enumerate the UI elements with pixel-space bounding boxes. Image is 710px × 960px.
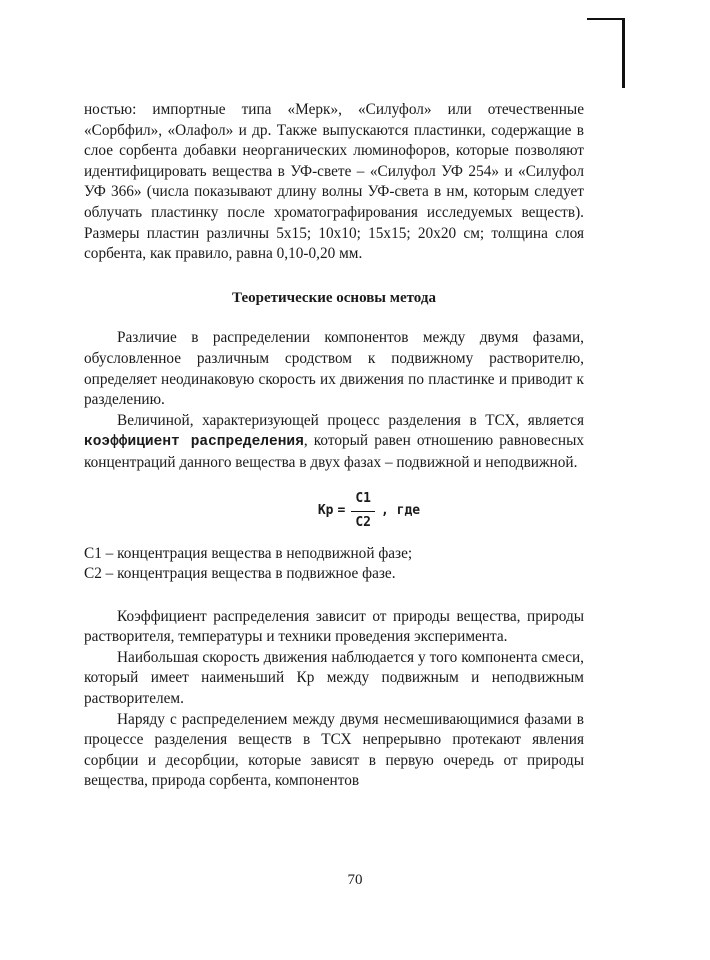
paragraph-coefficient: [84, 411, 584, 474]
formula-suffix: , где: [381, 503, 421, 519]
paragraph-sorption: Наряду с распределением между двумя несмешивающимися фазами в процессе разделения веществ в ТСХ непрерывно протекают явления сорбции и десорбции, которые зависят в первую очередь от природы вещества, природа сорбента, компонентов: [84, 710, 584, 790]
formula-equals: =: [337, 503, 346, 519]
paragraph-speed: Наибольшая скорость движения наблюдается у того компонента смеси, который имеет наименьший Кр между подвижным и неподвижным растворителем.: [84, 648, 584, 708]
page-number: 70: [347, 872, 363, 888]
coefficient-term: коэффициент распределения: [84, 434, 304, 451]
formula-lhs: Кр: [317, 503, 334, 519]
coefficient-text-before: Величиной, характеризующей процесс разделения в ТСХ, является: [117, 411, 584, 429]
page-body: [84, 100, 584, 792]
formula-numerator: С1: [351, 489, 375, 512]
paragraph-distribution: Различие в распределении компонентов между двумя фазами, обусловленное различным сродством к подвижному растворителю, определяет неодинаковую скорость их движения по пластинке и приводит к разделению.: [84, 329, 584, 409]
definition-c1: С1 – концентрация вещества в неподвижной фазе;: [84, 544, 413, 562]
section-heading: Теоретические основы метода: [232, 289, 436, 306]
formula-fraction: [351, 489, 375, 533]
formula: [154, 480, 584, 544]
corner-crop-mark: [587, 18, 625, 88]
definition-c2: С2 – концентрация вещества в подвижное фазе.: [84, 565, 396, 583]
formula-denominator: С2: [355, 515, 371, 530]
coefficient-text-after: , который равен отношению равновесных концентраций данного вещества в двух фазах – подвижной и неподвижной.: [84, 432, 584, 471]
paragraph-dependence: Коэффициент распределения зависит от природы вещества, природы растворителя, температуры и техники проведения эксперимента.: [84, 607, 584, 646]
paragraph-plates: ностью: импортные типа «Мерк», «Силуфол» или отечественные «Сорбфил», «Олафол» и др. Также выпускаются пластинки, содержащие в слое сорбента добавки неорганических люминофоров, которые позволяют идентифицировать вещества в УФ-свете – «Силуфол УФ 254» и «Силуфол УФ 366» (числа показывают длину волны УФ-света в нм, которым следует облучать пластинку после хроматографирования исследуемых веществ). Размеры пластин различны 5х15; 10х10; 15х15; 20х20 см; толщина слоя сорбента, как правило, равна 0,10-0,20 мм.: [84, 101, 584, 263]
